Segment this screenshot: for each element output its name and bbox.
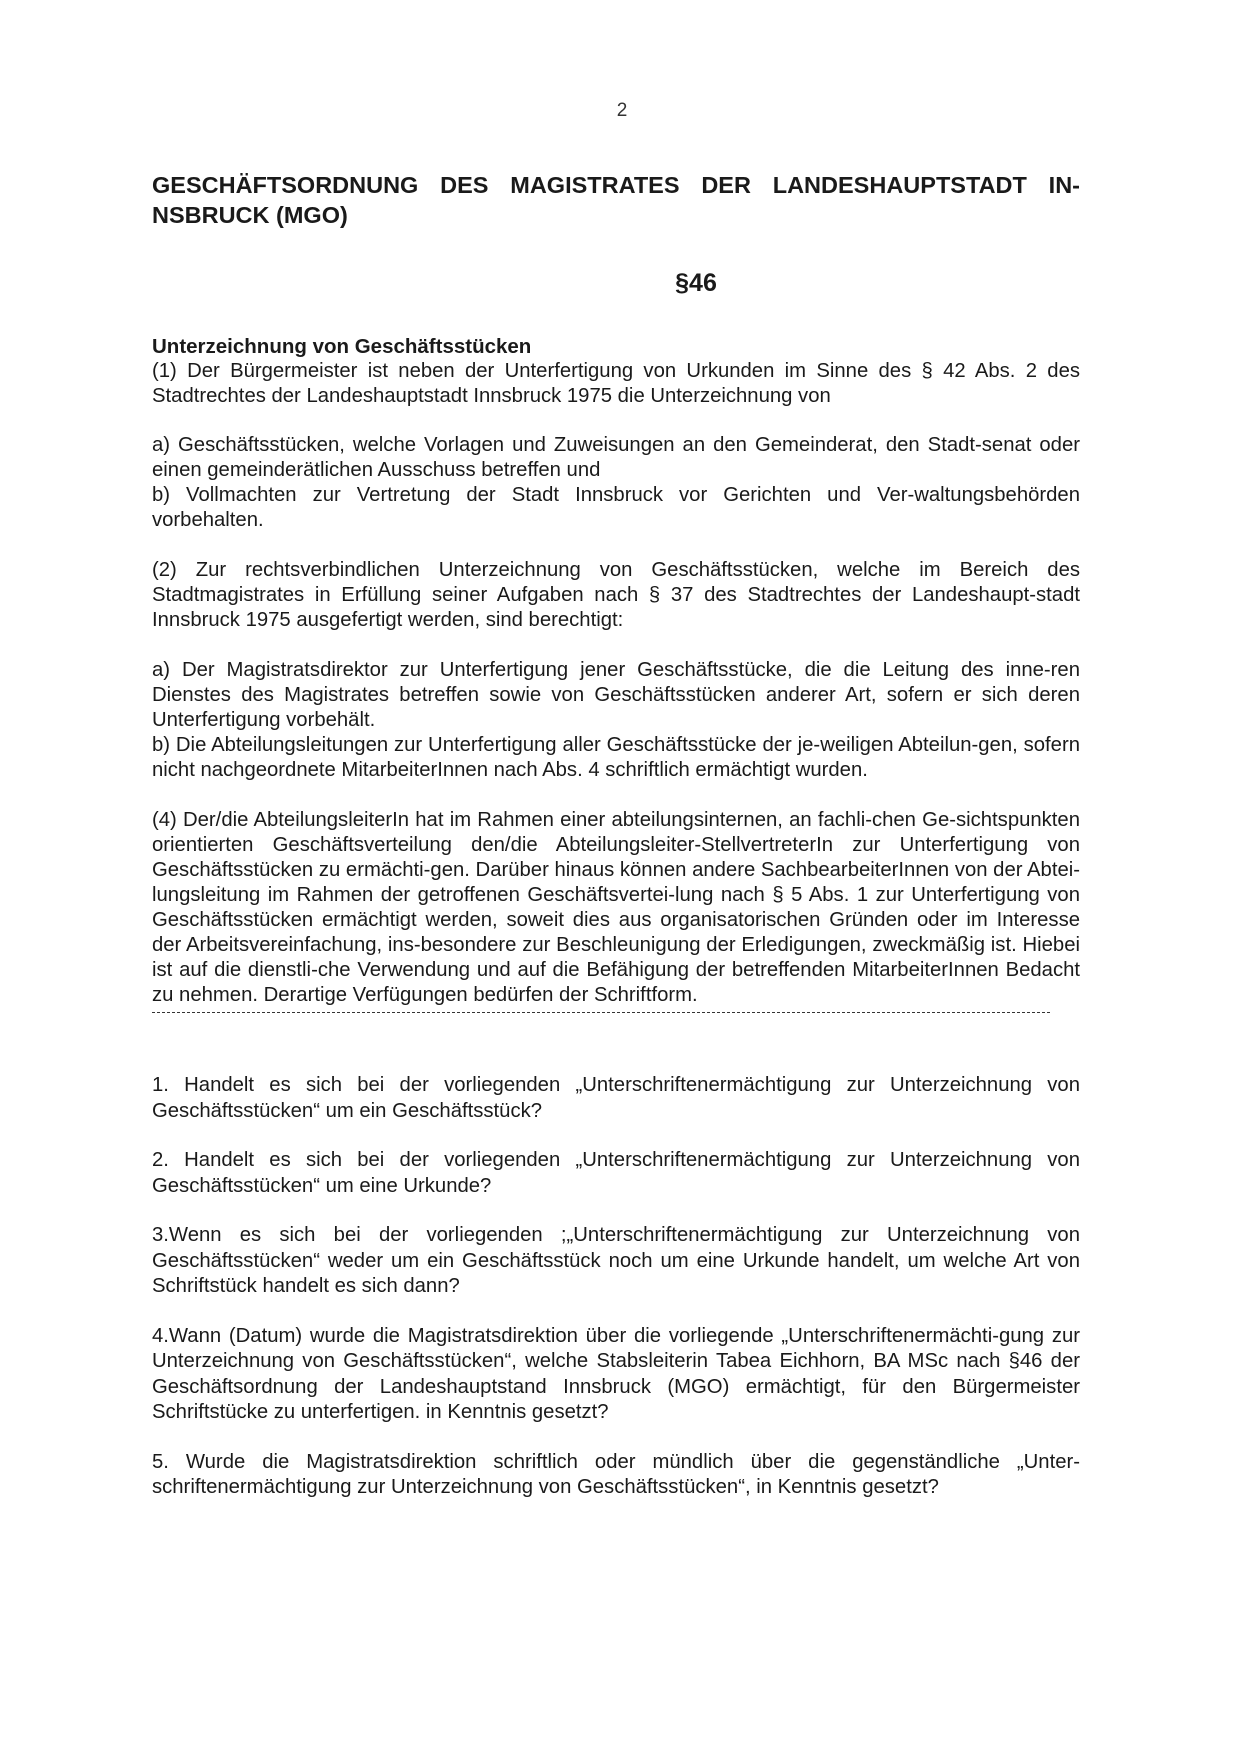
question-list (152, 1073, 1080, 1501)
document-title: GESCHÄFTSORDNUNG DES MAGISTRATES DER LANDESHAUPTSTADT IN-NSBRUCK (MGO) (152, 172, 1080, 228)
question-item: 2. Handelt es sich bei der vorliegenden „Unterschriftenermächtigung zur Unterzeichnung von Geschäftsstücken“ um eine Urkunde? (152, 1149, 1080, 1197)
paragraph-1: (1) Der Bürgermeister ist neben der Unterfertigung von Urkunden im Sinne des § 42 Abs. 2 des Stadtrechtes der Landeshauptstadt Innsbruck 1975 die Unterzeichnung von (152, 360, 1080, 407)
list-item-a-1: a) Geschäftsstücken, welche Vorlagen und Zuweisungen an den Gemeinderat, den Stadt-senat oder einen gemeinderätlichen Ausschuss betreffen und (152, 434, 1080, 481)
dashed-divider (152, 1012, 1050, 1013)
paragraph-2: (2) Zur rechtsverbindlichen Unterzeichnung von Geschäftsstücken, welche im Bereich des Stadtmagistrates in Erfüllung seiner Aufgaben nach § 37 des Stadtrechtes der Landeshaupt-stadt Innsbruck 1975 ausgefertigt werden, sind berechtigt: (152, 559, 1080, 631)
section-number: §46 (675, 269, 717, 297)
list-item-b-1: b) Vollmachten zur Vertretung der Stadt Innsbruck vor Gerichten und Ver-waltungsbehörden vorbehalten. (152, 484, 1080, 531)
question-item: 3.Wenn es sich bei der vorliegenden ;„Unterschriftenermächtigung zur Unterzeichnung von Geschäftsstücken“ weder um ein Geschäftsstück noch um eine Urkunde handelt, um welche Art von Schriftstück handelt es sich dann? (152, 1224, 1080, 1297)
list-item-b-2: b) Die Abteilungsleitungen zur Unterfertigung aller Geschäftsstücke der je-weiligen Abteilun-gen, sofern nicht nachgeordnete MitarbeiterInnen nach Abs. 4 schriftlich ermächtigt wurden. (152, 734, 1080, 781)
document-body (152, 170, 1080, 1525)
paragraph-4: (4) Der/die AbteilungsleiterIn hat im Rahmen einer abteilungsinternen, an fachli-chen Ge-sichtspunkten orientierten Geschäftsverteilung den/die Abteilungsleiter-StellvertreterIn zur Unterfertigung von Geschäftsstücken zu ermächti-gen. Darüber hinaus können andere SachbearbeiterInnen von der Abtei-lungsleitung im Rahmen der getroffenen Geschäftsvertei-lung nach § 5 Abs. 1 zur Unterfertigung von Geschäftsstücken ermächtigt werden, soweit dies aus organisatorischen Gründen oder im Interesse der Arbeitsvereinfachung, ins-besondere zur Beschleunigung der Erledigungen, zweckmäßig ist. Hiebei ist auf die dienstli-che Verwendung und auf die Befähigung der betreffenden MitarbeiterInnen Bedacht zu nehmen. Derartige Verfügungen bedürfen der Schriftform. (152, 809, 1080, 1006)
question-item: 5. Wurde die Magistratsdirektion schriftlich oder mündlich über die gegenständliche „Unter-schriftenermächtigung zur Unterzeichnung von Geschäftsstücken“, in Kenntnis gesetzt? (152, 1450, 1080, 1498)
question-item: 4.Wann (Datum) wurde die Magistratsdirektion über die vorliegende „Unterschriftenermächti-gung zur Unterzeichnung von Geschäftsstücken“, welche Stabsleiterin Tabea Eichhorn, BA MSc nach §46 der Geschäftsordnung der Landeshauptstand Innsbruck (MGO) ermächtigt, für den Bürgermeister Schriftstücke zu unterfertigen. in Kenntnis gesetzt? (152, 1324, 1080, 1423)
question-item: 1. Handelt es sich bei der vorliegenden „Unterschriftenermächtigung zur Unterzeichnung von Geschäftsstücken“ um ein Geschäftsstück? (152, 1074, 1080, 1122)
list-item-a-2: a) Der Magistratsdirektor zur Unterfertigung jener Geschäftsstücke, die die Leitung des inne-ren Dienstes des Magistrates betreffen sowie von Geschäftsstücken anderer Art, sofern er sich deren Unterfertigung vorbehält. (152, 659, 1080, 731)
section-heading: Unterzeichnung von Geschäftsstücken (152, 335, 532, 358)
page-number: 2 (616, 100, 628, 121)
